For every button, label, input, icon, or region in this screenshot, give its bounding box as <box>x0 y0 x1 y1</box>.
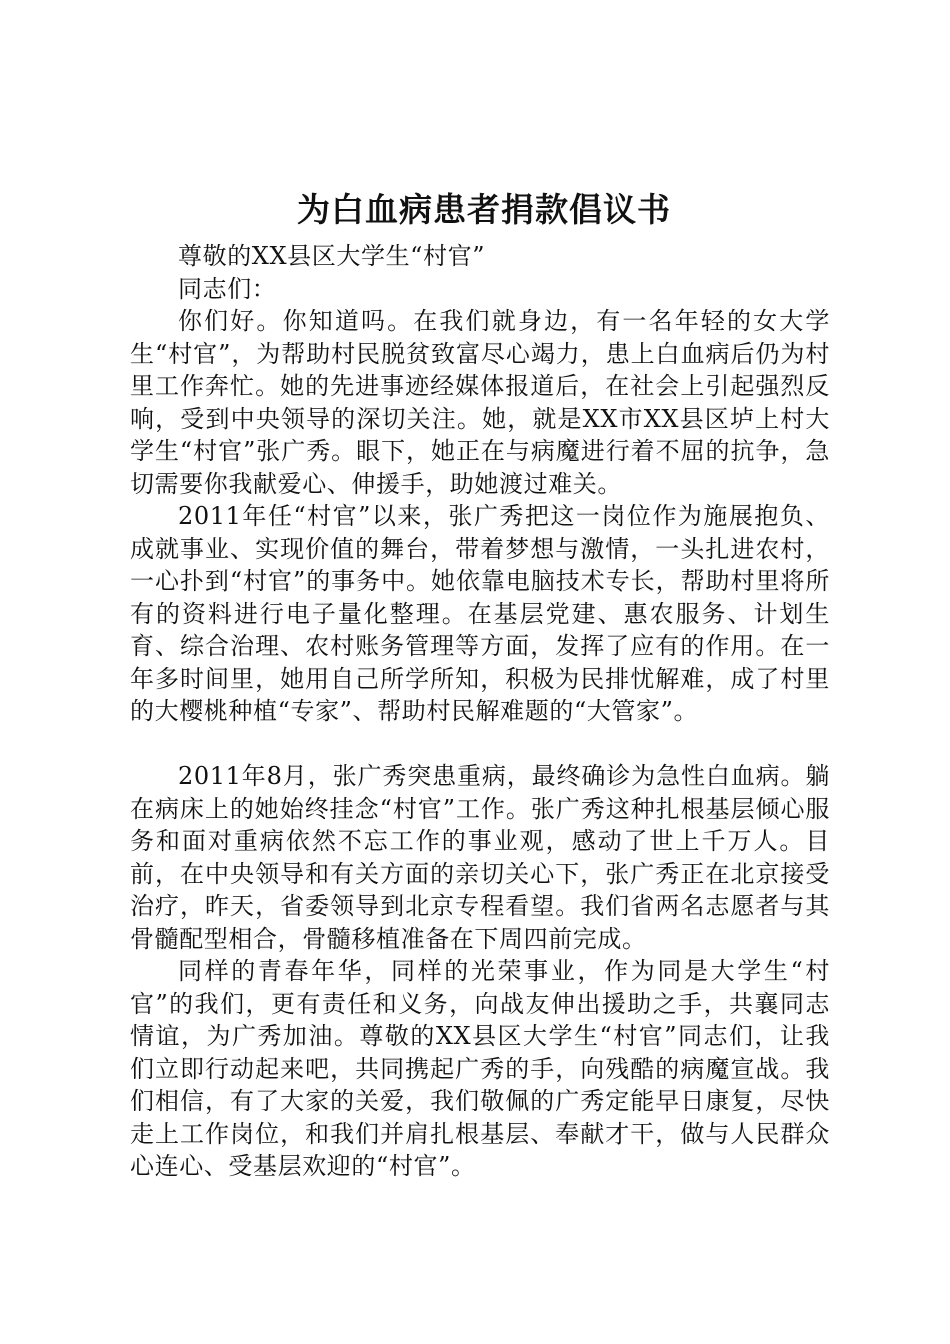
body-paragraph-1: 你们好。你知道吗。在我们就身边，有一名年轻的女大学生“村官”，为帮助村民脱贫致富尽心竭力，患上白血病后仍为村里工作奔忙。她的先进事迹经媒体报道后，在社会上引起强烈反响，受到中央领导的深切关注。她，就是XX市XX县区垆上村大学生“村官”张广秀。眼下，她正在与病魔进行着不屈的抗争，急切需要你我献爱心、伸援手，助她渡过难关。 <box>130 307 830 498</box>
body-paragraph-4: 同样的青春年华，同样的光荣事业，作为同是大学生“村官”的我们，更有责任和义务，向战友伸出援助之手，共襄同志情谊，为广秀加油。尊敬的XX县区大学生“村官”同志们，让我们立即行动起来吧，共同携起广秀的手，向残酷的病魔宣战。我们相信，有了大家的关爱，我们敬佩的广秀定能早日康复，尽快走上工作岗位，和我们并肩扎根基层、奉献才干，做与人民群众心连心、受基层欢迎的“村官”。 <box>130 957 830 1180</box>
document-page <box>130 180 830 1183</box>
document-title: 为白血病患者捐款倡议书 <box>297 190 671 229</box>
body-paragraph-2: 2011年任“村官”以来，张广秀把这一岗位作为施展抱负、成就事业、实现价值的舞台，带着梦想与激情，一头扎进农村，一心扑到“村官”的事务中。她依靠电脑技术专长，帮助村里将所有的资料进行电子量化整理。在基层党建、惠农服务、计划生育、综合治理、农村账务管理等方面，发挥了应有的作用。在一年多时间里，她用自己所学所知，积极为民排忧解难，成了村里的大樱桃种植“专家”、帮助村民解难题的“大管家”。 <box>130 502 830 725</box>
salutation-line-2: 同志们： <box>178 274 277 303</box>
salutation-line-1: 尊敬的XX县区大学生“村官” <box>178 242 486 270</box>
paragraph-spacer <box>130 728 830 761</box>
body-paragraph-3: 2011年8月，张广秀突患重病，最终确诊为急性白血病。躺在病床上的她始终挂念“村官”工作。张广秀这种扎根基层倾心服务和面对重病依然不忘工作的事业观，感动了世上千万人。目前，在中央领导和有关方面的亲切关心下，张广秀正在北京接受治疗，昨天，省委领导到北京专程看望。我们省两名志愿者与其骨髓配型相合，骨髓移植准备在下周四前完成。 <box>130 762 830 953</box>
